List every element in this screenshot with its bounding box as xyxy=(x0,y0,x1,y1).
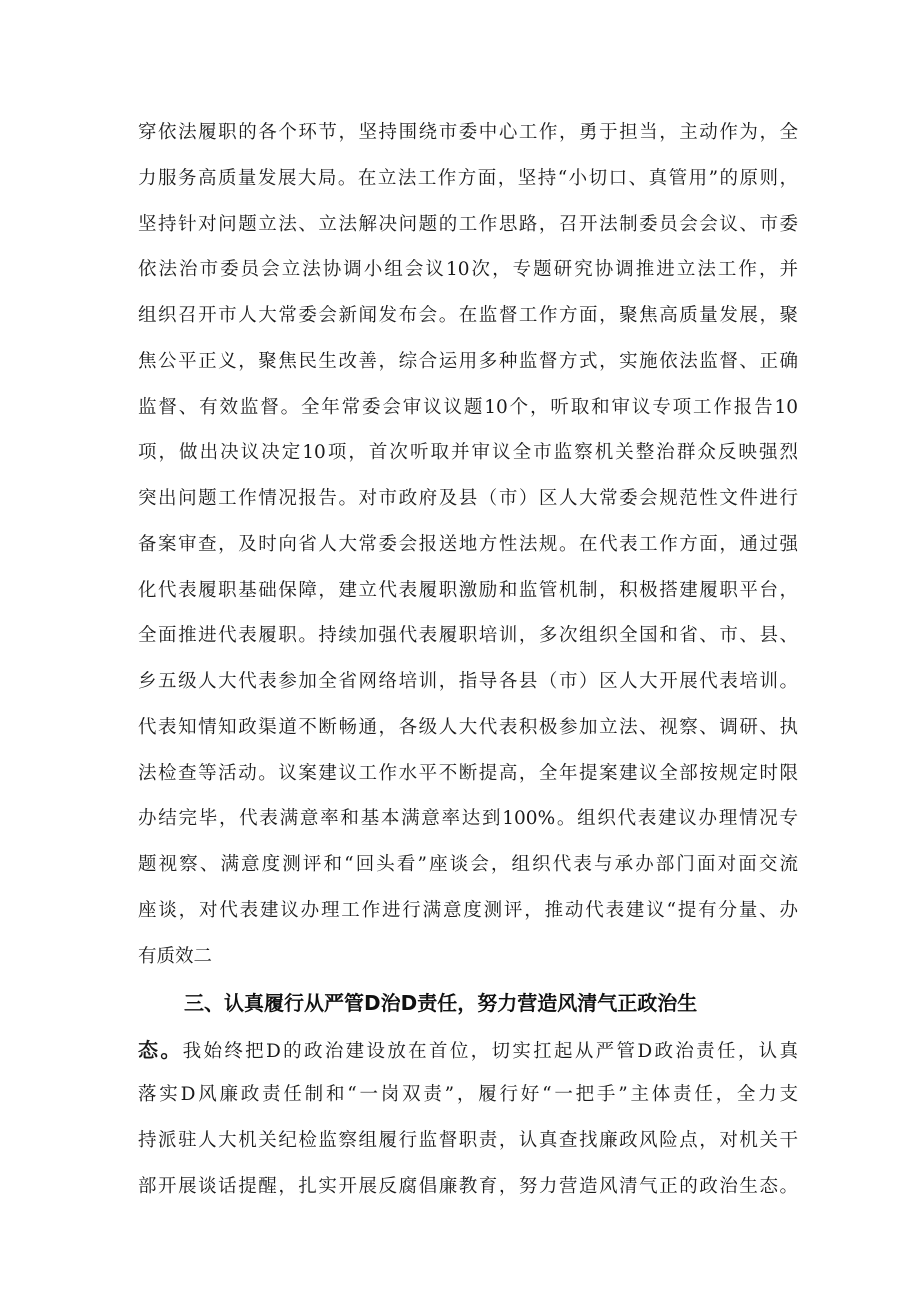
body-text-line: 化代表履职基础保障，建立代表履职激励和监管机制，积极搭建履职平台， xyxy=(138,580,798,601)
body-text-line: 持派驻人大机关纪检监察组履行监督职责，认真查找廉政风险点，对机关干 xyxy=(138,1130,798,1151)
body-text-line: 办结完毕，代表满意率和基本满意率达到100%。组织代表建议办理情况专 xyxy=(138,808,798,829)
body-text-line: 力服务高质量发展大局。在立法工作方面，坚持“小切口、真管用”的原则， xyxy=(138,168,798,189)
body-text-line: 坚持针对问题立法、立法解决问题的工作思路，召开法制委员会会议、市委 xyxy=(138,214,798,235)
body-text-line: 全面推进代表履职。持续加强代表履职培训，多次组织全国和省、市、县、 xyxy=(138,625,798,646)
section-body-text: 我始终把D的政治建设放在首位，切实扛起从严管D政治责任，认真 xyxy=(182,1041,799,1062)
body-text-line xyxy=(138,1038,798,1064)
body-text-line: 法检查等活动。议案建议工作水平不断提高，全年提案建议全部按规定时限 xyxy=(138,763,798,784)
body-text-line: 有质效二 xyxy=(138,946,213,967)
body-text-line: 乡五级人大代表参加全省网络培训，指导各县（市）区人大开展代表培训。 xyxy=(138,671,798,692)
body-text-line: 座谈，对代表建议办理工作进行满意度测评，推动代表建议“提有分量、办 xyxy=(138,900,798,921)
body-text-line: 穿依法履职的各个环节，坚持围绕市委中心工作，勇于担当，主动作为，全 xyxy=(138,122,798,143)
body-text-line: 落实D风廉政责任制和“一岗双责”，履行好“一把手”主体责任，全力支 xyxy=(138,1084,798,1105)
body-text-line: 突出问题工作情况报告。对市政府及县（市）区人大常委会规范性文件进行 xyxy=(138,488,798,509)
section-heading-continuation: 态。 xyxy=(138,1038,183,1062)
body-text-line: 部开展谈话提醒，扎实开展反腐倡廉教育，努力营造风清气正的政治生态。 xyxy=(138,1176,798,1197)
body-text-line: 题视察、满意度测评和“回头看”座谈会，组织代表与承办部门面对面交流 xyxy=(138,854,798,875)
body-text-line: 焦公平正义，聚焦民生改善，综合运用多种监督方式，实施依法监督、正确 xyxy=(138,351,798,372)
section-heading xyxy=(184,990,798,1016)
body-text-line: 代表知情知政渠道不断畅通，各级人大代表积极参加立法、视察、调研、执 xyxy=(138,717,798,738)
body-text-line: 组织召开市人大常委会新闻发布会。在监督工作方面，聚焦高质量发展，聚 xyxy=(138,305,798,326)
body-text-line: 项，做出决议决定10项，首次听取并审议全市监察机关整治群众反映强烈 xyxy=(138,442,798,463)
body-text-line: 监督、有效监督。全年常委会审议议题10个，听取和审议专项工作报告10 xyxy=(138,397,798,418)
body-text-line: 依法治市委员会立法协调小组会议10次，专题研究协调推进立法工作，并 xyxy=(138,259,798,280)
body-text-line: 备案审查，及时向省人大常委会报送地方性法规。在代表工作方面，通过强 xyxy=(138,534,798,555)
section-heading-text: 三、认真履行从严管D治D责任，努力营造风清气正政治生 xyxy=(184,991,698,1015)
